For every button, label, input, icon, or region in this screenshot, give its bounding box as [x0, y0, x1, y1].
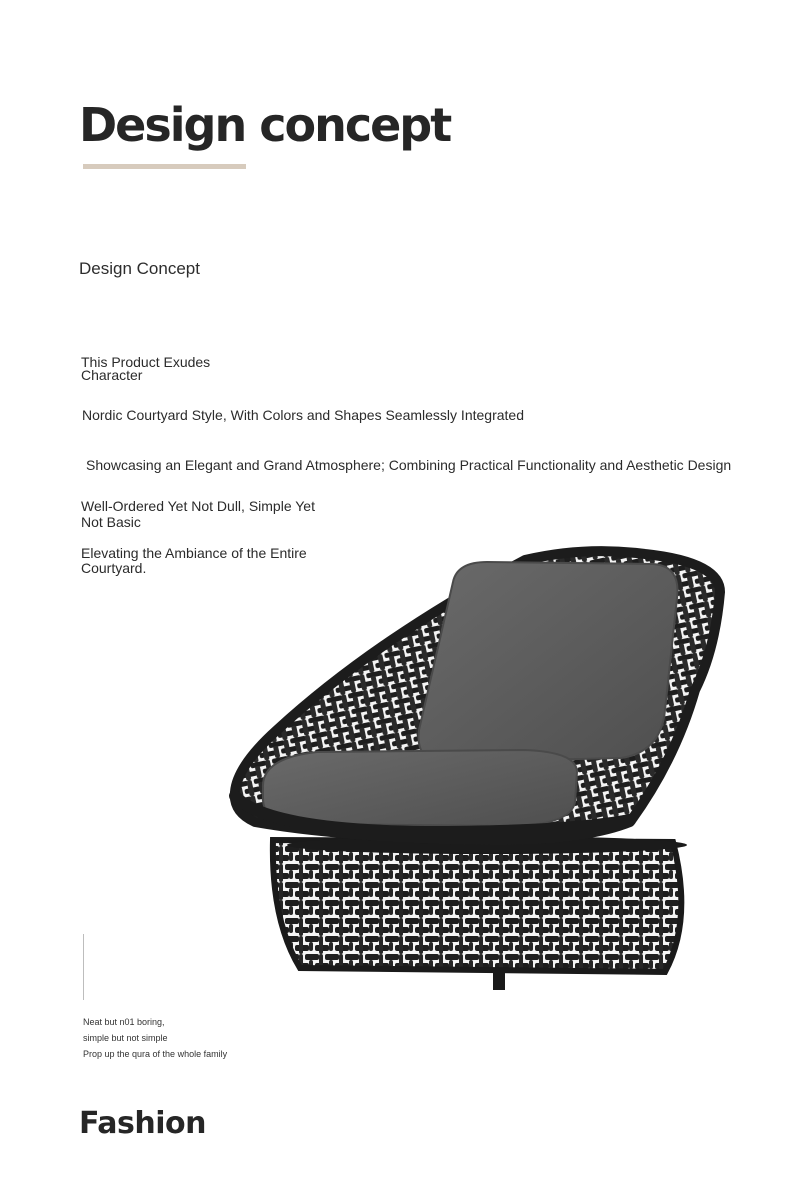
concept-line-well-ordered-b: Not Basic — [81, 514, 141, 530]
concept-line-ambiance-a: Elevating the Ambiance of the Entire — [81, 545, 307, 561]
concept-line-character — [81, 356, 210, 382]
title-underline — [83, 164, 246, 169]
caption-line-2: simple but not simple — [83, 1033, 168, 1043]
caption-divider — [83, 934, 84, 1000]
concept-line-elegant: Showcasing an Elegant and Grand Atmosphere; Combining Practical Functionality and Aesthetic Design — [86, 457, 732, 473]
section-subheading: Design Concept — [79, 259, 200, 278]
wicker-lounge-chair-image — [225, 540, 725, 1000]
concept-line-nordic: Nordic Courtyard Style, With Colors and Shapes Seamlessly Integrated — [82, 407, 524, 423]
concept-line-well-ordered — [81, 498, 315, 530]
concept-line-character-a: This Product Exudes — [81, 354, 211, 370]
fashion-heading: Fashion — [79, 1106, 206, 1141]
concept-line-well-ordered-a: Well-Ordered Yet Not Dull, Simple Yet — [81, 498, 315, 514]
caption-line-3: Prop up the qura of the whole family — [83, 1049, 228, 1059]
concept-line-character-b: Character — [81, 367, 143, 383]
caption-line-1: Neat but n01 boring, — [83, 1017, 165, 1027]
concept-line-ambiance-b: Courtyard. — [81, 560, 147, 576]
page-title: Design concept — [79, 98, 451, 152]
